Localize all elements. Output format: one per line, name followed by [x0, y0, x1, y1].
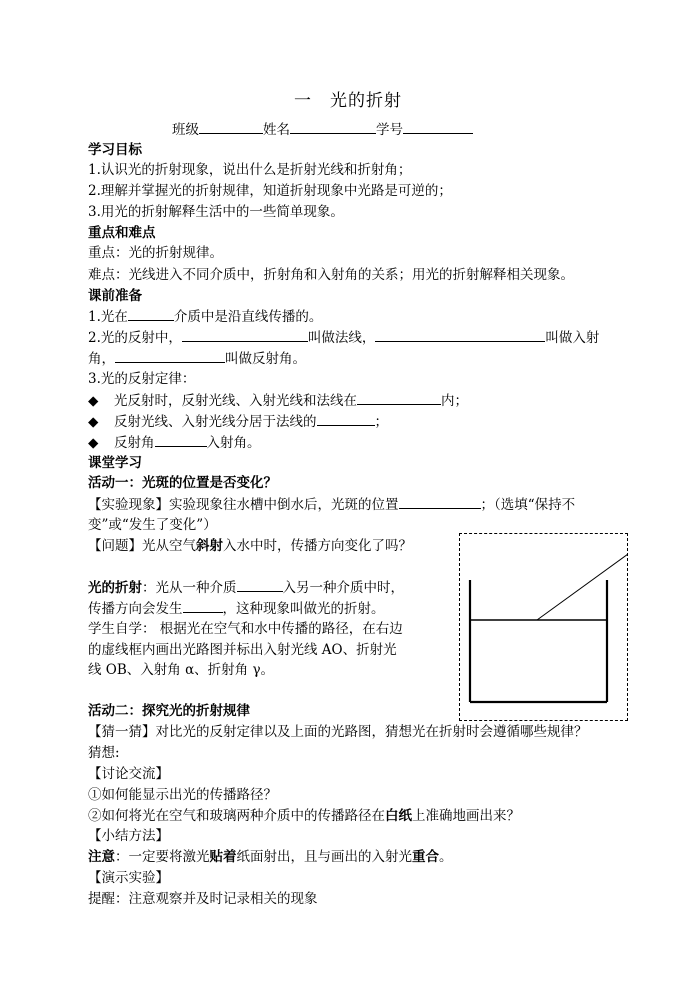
diamond-bullet-icon: ◆ [88, 435, 99, 451]
q2-blank-incidence[interactable] [375, 327, 545, 342]
diamond-bullet-icon: ◆ [88, 393, 99, 409]
refraction-def: 光的折射：光从一种介质 入另一种介质中时， [88, 577, 404, 598]
demo-heading: 【演示实验】 [88, 870, 169, 886]
class-blank[interactable] [199, 119, 263, 134]
drawing-area[interactable] [459, 533, 628, 721]
b2-blank[interactable] [317, 411, 375, 426]
b1-blank[interactable] [357, 390, 441, 405]
refraction-def-cont: 传播方向会发生 ，这种现象叫做光的折射。 [88, 598, 385, 619]
goal-item-1: 1.认识光的折射现象，说出什么是折射光线和折射角； [88, 162, 412, 178]
number-blank[interactable] [403, 119, 473, 134]
prep-heading: 课前准备 [88, 288, 142, 304]
discuss-heading: 【讨论交流】 [88, 766, 169, 782]
prep-q2: 2.光的反射中， 叫做法线， 叫做入射 [88, 327, 599, 348]
observation-line: 【实验现象】实验现象往水槽中倒水后，光斑的位置 ；（选填“保持不 [88, 494, 575, 515]
q1-blank[interactable] [128, 306, 174, 321]
discuss-item-1: ①如何能显示出光的传播路径？ [88, 787, 277, 803]
prep-bullet-1: ◆ 光反射时，反射光线、入射光线和法线在 内； [88, 390, 468, 411]
self-study-3: 线 OB、入射角 α、折射角 γ。 [88, 662, 275, 678]
method-heading: 【小结方法】 [88, 828, 169, 844]
name-blank[interactable] [290, 119, 376, 134]
prep-q3: 3.光的反射定律： [88, 371, 196, 387]
observation-line-cont: 变”或“发生了变化”） [88, 517, 217, 533]
goal-item-3: 3.用光的折射解释生活中的一些简单现象。 [88, 204, 344, 220]
remind-line: 提醒：注意观察并及时记录相关的现象 [88, 891, 318, 907]
page-title: 一 光的折射 [294, 91, 402, 111]
class-label: 班级 [172, 122, 199, 138]
key-difficulty: 难点：光线进入不同介质中，折射角和入射角的关系；用光的折射解释相关现象。 [88, 267, 574, 283]
b3-blank[interactable] [155, 432, 207, 447]
number-label: 学号 [376, 122, 403, 138]
prep-bullet-2: ◆ 反射光线、入射光线分居于法线的 ； [88, 411, 388, 432]
self-study-2: 的虚线框内画出光路图并标出入射光线 AO、折射光 [88, 642, 397, 658]
q2-blank-normal[interactable] [182, 327, 308, 342]
q2-blank-reflection[interactable] [115, 348, 225, 363]
info-line [172, 119, 473, 140]
guess-label: 猜想: [88, 745, 120, 761]
discuss-item-2: ②如何将光在空气和玻璃两种介质中的传播路径在白纸上准确地画出来？ [88, 808, 520, 824]
guess-line: 【猜一猜】对比光的反射定律以及上面的光路图，猜想光在折射时会遵循哪些规律？ [88, 724, 588, 740]
class-heading: 课堂学习 [88, 455, 142, 471]
prep-bullet-3: ◆ 反射角 入射角。 [88, 432, 261, 453]
goals-heading: 学习目标 [88, 142, 142, 158]
diamond-bullet-icon: ◆ [88, 414, 99, 430]
refraction-blank-1[interactable] [237, 577, 283, 592]
refraction-blank-2[interactable] [183, 598, 223, 613]
prep-q2-cont: 角， 叫做反射角。 [88, 348, 306, 369]
tank-diagram [460, 534, 627, 720]
name-label: 姓名 [263, 122, 290, 138]
self-study-1: 学生自学： 根据光在空气和水中传播的路径，在右边 [88, 621, 403, 637]
key-focus: 重点：光的折射规律。 [88, 245, 223, 261]
question-line: 【问题】光从空气斜射入水中时，传播方向变化了吗？ [88, 538, 412, 554]
goal-item-2: 2.理解并掌握光的折射规律，知道折射现象中光路是可逆的； [88, 183, 452, 199]
observation-blank[interactable] [399, 494, 481, 509]
key-heading: 重点和难点 [88, 225, 156, 241]
note-line: 注意：一定要将激光贴着纸面射出，且与画出的入射光重合。 [88, 849, 453, 865]
activity-2-title: 活动二：探究光的折射规律 [88, 703, 250, 719]
prep-q1: 1.光在 介质中是沿直线传播的。 [88, 306, 322, 327]
incident-ray [537, 554, 627, 620]
activity-1-title: 活动一：光斑的位置是否变化？ [88, 475, 277, 491]
